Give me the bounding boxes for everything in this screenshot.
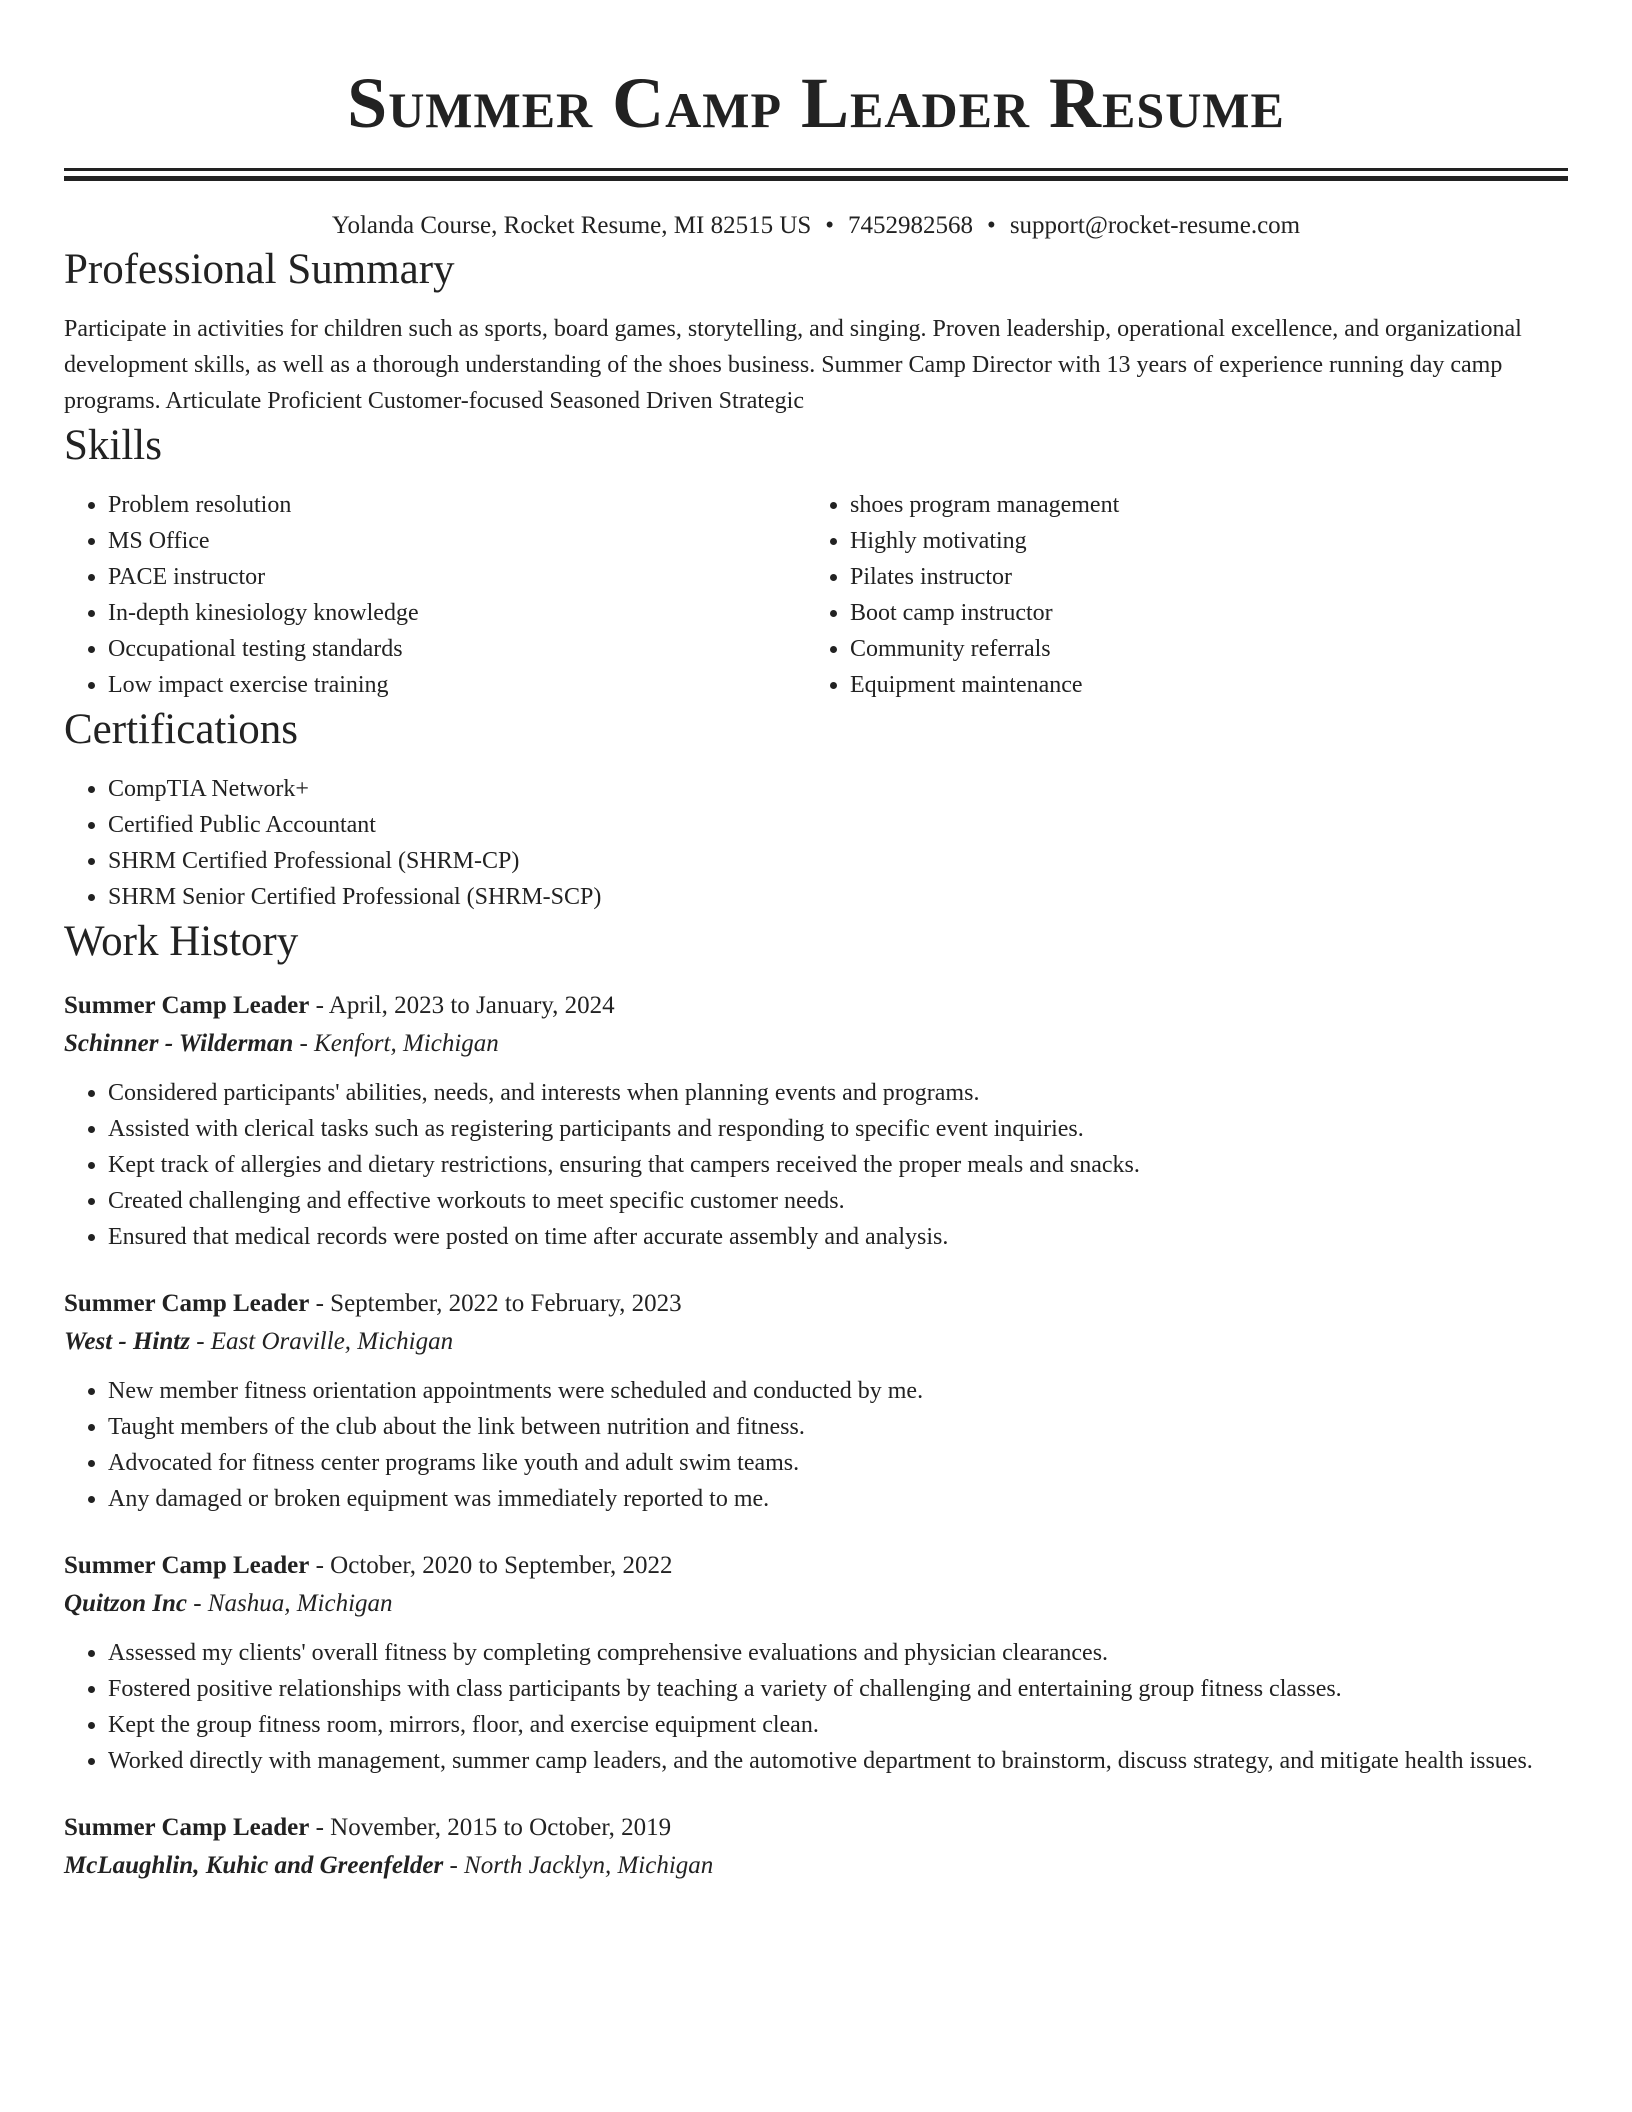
- certification-item: • CompTIA Network+: [108, 771, 1568, 807]
- job-entry: [64, 987, 1568, 1255]
- skill-item: • Occupational testing standards: [108, 631, 806, 667]
- skill-item: • shoes program management: [850, 487, 1548, 523]
- job-bullet: • Advocated for fitness center programs like youth and adult swim teams.: [108, 1445, 1568, 1481]
- skill-item: • PACE instructor: [108, 559, 806, 595]
- contact-separator: •: [825, 212, 835, 239]
- job-bullet: • Worked directly with management, summer camp leaders, and the automotive department to brainstorm, discuss strategy, and mitigate health issues.: [108, 1743, 1568, 1779]
- job-dates: - November, 2015 to October, 2019: [309, 1814, 672, 1841]
- job-title: Summer Camp Leader: [64, 1290, 310, 1317]
- certification-item: • SHRM Senior Certified Professional (SHRM-SCP): [108, 879, 1568, 915]
- certifications-list: [64, 771, 1568, 915]
- job-title-line: [64, 1285, 1568, 1323]
- job-company-line: [64, 1585, 1568, 1623]
- job-company: Quitzon Inc: [64, 1590, 187, 1617]
- job-bullet: • Any damaged or broken equipment was immediately reported to me.: [108, 1481, 1568, 1517]
- job-bullets: [64, 1373, 1568, 1517]
- job-bullet: • Fostered positive relationships with class participants by teaching a variety of challenging and entertaining group fitness classes.: [108, 1671, 1568, 1707]
- job-dates: - September, 2022 to February, 2023: [309, 1290, 682, 1317]
- job-title: Summer Camp Leader: [64, 1552, 310, 1579]
- resume-title: Summer Camp Leader Resume: [347, 63, 1285, 143]
- skill-item: • Pilates instructor: [850, 559, 1548, 595]
- title-divider-thick: [64, 176, 1568, 181]
- job-entry: [64, 1547, 1568, 1779]
- job-company: West - Hintz: [64, 1328, 190, 1355]
- job-bullet: • Assessed my clients' overall fitness by completing comprehensive evaluations and physician clearances.: [108, 1635, 1568, 1671]
- job-location: - East Oraville, Michigan: [189, 1328, 454, 1355]
- contact-address: Yolanda Course, Rocket Resume, MI 82515 US: [331, 212, 812, 239]
- skill-item: • Community referrals: [850, 631, 1548, 667]
- job-entry: [64, 1285, 1568, 1517]
- skill-item: • Equipment maintenance: [850, 667, 1548, 703]
- job-title: Summer Camp Leader: [64, 1814, 310, 1841]
- job-location: - Nashua, Michigan: [186, 1590, 393, 1617]
- skills-columns: [64, 487, 1568, 703]
- job-company: McLaughlin, Kuhic and Greenfelder: [64, 1852, 444, 1879]
- work-history-heading: Work History: [64, 918, 299, 965]
- job-bullet: • Assisted with clerical tasks such as registering participants and responding to specific event inquiries.: [108, 1111, 1568, 1147]
- job-bullet: • New member fitness orientation appointments were scheduled and conducted by me.: [108, 1373, 1568, 1409]
- job-bullet: • Considered participants' abilities, needs, and interests when planning events and programs.: [108, 1075, 1568, 1111]
- job-company-line: [64, 1847, 1568, 1885]
- contact-line: [64, 209, 1568, 243]
- contact-phone: 7452982568: [848, 212, 974, 239]
- skills-list-right: [806, 487, 1548, 703]
- contact-email: support@rocket-resume.com: [1009, 212, 1301, 239]
- job-title: Summer Camp Leader: [64, 992, 310, 1019]
- skill-item: • Highly motivating: [850, 523, 1548, 559]
- job-company: Schinner - Wilderman: [64, 1030, 294, 1057]
- job-title-line: [64, 987, 1568, 1025]
- skill-item: • In-depth kinesiology knowledge: [108, 595, 806, 631]
- job-company-line: [64, 1323, 1568, 1361]
- job-bullet: • Kept the group fitness room, mirrors, floor, and exercise equipment clean.: [108, 1707, 1568, 1743]
- summary-text: Participate in activities for children such as sports, board games, storytelling, and singing. Proven leadership, operational excellence, and organizational development skills, as well as a thorough understanding of the shoes business. Summer Camp Director with 13 years of experience running day camp programs. Articulate Proficient Customer-focused Seasoned Driven Strategic: [64, 316, 1522, 414]
- certification-item: • SHRM Certified Professional (SHRM-CP): [108, 843, 1568, 879]
- job-entry: [64, 1809, 1568, 1885]
- job-company-line: [64, 1025, 1568, 1063]
- skill-item: • MS Office: [108, 523, 806, 559]
- skill-item: • Boot camp instructor: [850, 595, 1548, 631]
- certification-item: • Certified Public Accountant: [108, 807, 1568, 843]
- skill-item: • Low impact exercise training: [108, 667, 806, 703]
- certifications-heading: Certifications: [64, 706, 299, 753]
- job-bullet: • Taught members of the club about the link between nutrition and fitness.: [108, 1409, 1568, 1445]
- skills-list-left: [64, 487, 806, 703]
- resume-page: [64, 0, 1568, 1885]
- skill-item: • Problem resolution: [108, 487, 806, 523]
- job-location: - North Jacklyn, Michigan: [443, 1852, 714, 1879]
- job-bullets: [64, 1635, 1568, 1779]
- contact-separator: •: [987, 212, 996, 239]
- job-bullets: [64, 1075, 1568, 1255]
- job-bullet: • Created challenging and effective workouts to meet specific customer needs.: [108, 1183, 1568, 1219]
- summary-heading: Professional Summary: [64, 246, 455, 293]
- job-dates: - April, 2023 to January, 2024: [309, 992, 615, 1019]
- job-bullet: • Kept track of allergies and dietary restrictions, ensuring that campers received the proper meals and snacks.: [108, 1147, 1568, 1183]
- job-title-line: [64, 1547, 1568, 1585]
- job-bullet: • Ensured that medical records were posted on time after accurate assembly and analysis.: [108, 1219, 1568, 1255]
- job-title-line: [64, 1809, 1568, 1847]
- skills-heading: Skills: [64, 422, 162, 469]
- title-divider-thin: [64, 168, 1568, 171]
- job-dates: - October, 2020 to September, 2022: [309, 1552, 673, 1579]
- job-location: - Kenfort, Michigan: [293, 1030, 499, 1057]
